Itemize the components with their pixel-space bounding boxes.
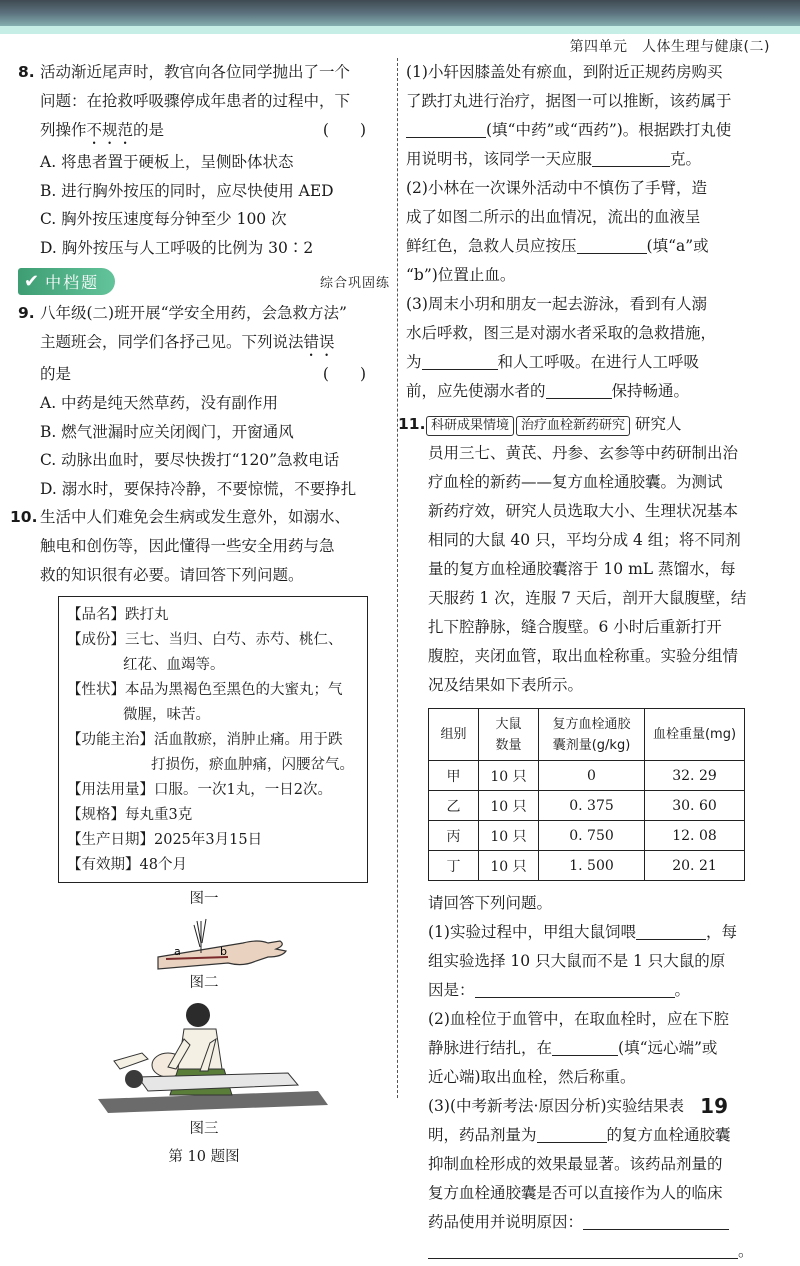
answer-blank — [552, 1038, 618, 1056]
figure-3-rescue — [18, 999, 390, 1117]
context-tag: 科研成果情境 — [426, 416, 514, 436]
question-10-part-1: (1)小轩因膝盖处有瘀血，到附近正规药房购买 了跌打丸进行治疗，据图一可以推断，该药属于 (填“中药”或“西药”)。根据跌打丸使 用说明书，该同学一天应服 克。 — [406, 63, 732, 168]
figure-2-arm — [18, 913, 390, 971]
answer-blank — [583, 1212, 729, 1230]
point-b-label: b — [220, 945, 227, 958]
option-d: D. 胸外按压与人工呼吸的比例为 30∶2 — [40, 238, 314, 257]
option-a: A. 中药是纯天然草药，没有副作用 — [40, 394, 279, 412]
option-c: C. 胸外按压速度每分钟至少 100 次 — [40, 210, 287, 228]
topic-tag: 治疗血栓新药研究 — [516, 416, 630, 436]
page-number: 19 — [700, 1094, 728, 1118]
answer-blank — [406, 120, 486, 138]
option-b: B. 进行胸外按压的同时，应尽快使用 AED — [40, 181, 334, 200]
table-header: 血栓重量(mg) — [645, 709, 745, 761]
question-10-figure-caption: 第 10 题图 — [168, 1149, 240, 1165]
table-row: 丁 10 只 1. 500 20. 21 — [429, 851, 745, 881]
point-a-label: a — [174, 945, 181, 958]
table-header: 组别 — [429, 709, 479, 761]
answer-blank — [537, 1125, 607, 1143]
left-column — [10, 58, 390, 1169]
answer-blank — [422, 352, 498, 370]
emphasis-text: 不规范 — [86, 121, 134, 139]
medicine-label-card: 【品名】 跌打丸 【成份】 三七、当归、白芍、赤芍、桃仁、 红花、血竭等。 【性状】 本品为黑褐色至黑色的大蜜丸；气 微腥，味苦。 【功能主治】 活血散瘀，消肿止痛。用于跌 打损伤，瘀血肿痛，闪腰岔气。 【用法用量】 口服。一次1丸，一日2次。 【规格】 每丸重3克 【生产日期】 2025年3月15日 【有效期】 48个月 — [58, 596, 368, 883]
table-row: 丙 10 只 0. 750 12. 08 — [429, 821, 745, 851]
difficulty-pill: ✔ 中档题 — [18, 268, 115, 295]
section-badge — [18, 268, 390, 295]
option-a: A. 将患者置于硬板上，呈侧卧体状态 — [40, 153, 294, 171]
question-number: 10. — [10, 508, 38, 526]
question-10-part-3: (3)周末小玥和朋友一起去游泳，看到有人溺 水后呼救，图三是对溺水者采取的急救措施， 为 和人工呼吸。在进行人工呼吸 前，应先使溺水者的 保持畅通。 — [406, 295, 717, 400]
table-row: 乙 10 只 0. 375 30. 60 — [429, 791, 745, 821]
check-icon: ✔ — [24, 271, 42, 292]
answer-blank — [592, 149, 670, 167]
bleeding-arm-illustration — [18, 913, 390, 971]
table-header: 复方血栓通胶 囊剂量(g/kg) — [539, 709, 645, 761]
top-decorative-band — [0, 0, 800, 34]
question-9: 9. 八年级(二)班开展“学安全用药，会急救方法” 主题班会，同学们各抒己见。下列说法错误 的是 ( ) A. 中药是纯天然草药，没有副作用 B. 燃气泄漏时应关闭阀门，开窗通风 C. 动脉出血时，要尽快拨打“120”急救电话 D. 溺水时，要保持冷静，不要惊慌，不要挣扎 — [18, 299, 390, 503]
question-8: 8. 活动渐近尾声时，教官向各位同学抛出了一个 问题：在抢救呼吸骤停成年患者的过程中，下 列操作不规范的是 ( ) A. 将患者置于硬板上，呈侧卧体状态 B. 进行胸外按压的同时，应尽快使用 AED C. 胸外按压速度每分钟至少 100 次 D. 胸外按压与人工呼吸的比例为 30∶2 — [18, 58, 390, 262]
table-header-row — [429, 709, 745, 761]
right-column — [398, 58, 778, 1266]
question-10-part-2: (2)小林在一次课外活动中不慎伤了手臂，造 成了如图二所示的出血情况，流出的血液呈 鲜红色，急救人员应按压 (填“a”或 “b”)位置止血。 — [406, 179, 709, 284]
figure-1-caption: 图一 — [189, 891, 219, 907]
unit-header: 第四单元 人体生理与健康(二) — [569, 39, 770, 55]
question-11-subquestions: 请回答下列问题。 (1)实验过程中，甲组大鼠饲喂 ，每 组实验选择 10 只大鼠而不是 1 只大鼠的原 因是： 。 (2)血栓位于血管中，在取血栓时，应在下腔 静脉进行结扎，在 (填“远心端”或 近心端)取出血栓，然后称重。 (3)(中考新考法·原因分析)实验结果表 明，药品剂量为 的复方血栓通胶囊 抑制血栓形成的效果最显著。该药品剂量的 复方血栓通胶囊是否可以直接作为人的临床 药品使用并说明原因： 。 — [428, 894, 754, 1260]
emphasis-text: 错误 — [303, 333, 335, 351]
figure-3-caption: 图三 — [189, 1121, 219, 1137]
question-number: 8. — [18, 63, 35, 81]
cpr-illustration — [18, 999, 390, 1117]
column-divider — [397, 58, 398, 1098]
answer-paren: ( ) — [322, 121, 366, 139]
option-d: D. 溺水时，要保持冷静，不要惊慌，不要挣扎 — [40, 479, 357, 498]
answer-blank — [475, 980, 675, 998]
question-11: 11. 科研成果情境 治疗血栓新药研究 研究人 员用三七、黄芪、丹参、玄参等中药研制出治 疗血栓的新药——复方血栓通胶囊。为测试 新药疗效，研究人员选取大小、生理状况基本 相同的大鼠 40 只，平均分成 4 组；将不同剂 量的复方血栓通胶囊溶于 10 mL 蒸馏水，每 天服药 1 次，连服 7 天后，剖开大鼠腹壁，结 扎下腔静脉，缝合腹壁。6 小时后重新打开 腹腔，夹闭血管，取出血栓称重。实验分组情 况及结果如下表所示。 — [406, 410, 778, 700]
answer-paren: ( ) — [322, 365, 366, 383]
table-header: 大鼠 数量 — [479, 709, 539, 761]
experiment-results-table — [428, 708, 745, 881]
table-row: 甲 10 只 0 32. 29 — [429, 761, 745, 791]
answer-blank — [577, 236, 647, 254]
section-tag: 综合巩固练 — [319, 276, 390, 291]
question-number: 9. — [18, 304, 35, 322]
question-number: 11. — [398, 415, 426, 433]
question-10: 10. 生活中人们难免会生病或发生意外，如溺水、 触电和创伤等，因此懂得一些安全用药与急 救的知识很有必要。请回答下列问题。 — [18, 503, 390, 590]
option-c: C. 动脉出血时，要尽快拨打“120”急救电话 — [40, 451, 340, 469]
answer-blank — [428, 1241, 738, 1259]
answer-blank — [546, 381, 612, 399]
option-b: B. 燃气泄漏时应关闭阀门，开窗通风 — [40, 422, 294, 441]
figure-2-caption: 图二 — [189, 975, 219, 991]
answer-blank — [636, 922, 706, 940]
method-tag: (中考新考法·原因分析) — [449, 1097, 607, 1115]
